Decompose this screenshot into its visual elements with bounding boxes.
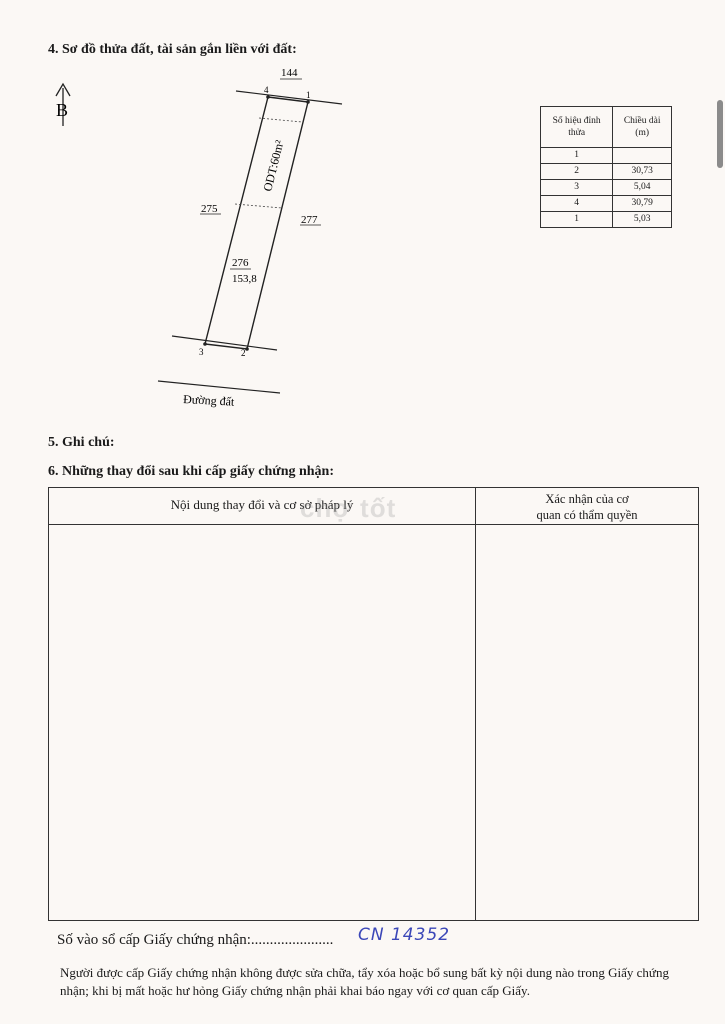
table-row: 4 30,79: [541, 196, 672, 212]
boundary-length-table: [540, 106, 672, 228]
col-confirm-header: Xác nhận của cơ quan có thẩm quyền: [536, 492, 638, 522]
odt-label: ODT:60m²: [260, 138, 287, 193]
parcel-number: 276: [232, 257, 249, 269]
table-row: 1 5,03: [541, 212, 672, 228]
table-row: 2 30,73: [541, 164, 672, 180]
scrollbar[interactable]: [717, 100, 723, 168]
right-parcel-label: 277: [301, 214, 318, 226]
svg-text:3: 3: [199, 347, 204, 357]
col-point-header: Số hiệu đỉnh thửa: [541, 107, 613, 148]
section-4-title: 4. Sơ đồ thửa đất, tài sản gắn liền với đất:: [48, 42, 297, 57]
dotted-line-mid: [235, 204, 282, 208]
changes-table: [48, 487, 699, 921]
road-label: Đường đất: [182, 392, 235, 409]
north-label: B: [56, 100, 69, 120]
registration-label: Số vào sổ cấp Giấy chứng nhận:......................: [57, 932, 334, 948]
north-arrow-icon: [56, 84, 70, 126]
table-row: 1: [541, 148, 672, 164]
table-row: 3 5,04: [541, 180, 672, 196]
top-boundary-line: [236, 91, 342, 104]
left-parcel-label: 275: [201, 203, 218, 215]
dotted-line-top: [259, 118, 302, 122]
svg-text:1: 1: [306, 90, 311, 100]
road-line: [158, 381, 280, 393]
land-plot-diagram: [0, 60, 480, 420]
parcel-area: 153,8: [232, 273, 257, 285]
col-length-header: Chiều dài (m): [613, 107, 672, 148]
footnote: Người được cấp Giấy chứng nhận không được sửa chữa, tẩy xóa hoặc bổ sung bất kỳ nội dung nào trong Giấy chứng nhận; khi bị mất hoặc hư hỏng Giấy chứng nhận phải khai báo ngay với cơ quan cấp Giấy.: [60, 965, 669, 998]
svg-text:4: 4: [264, 85, 269, 95]
top-parcel-label: 144: [281, 67, 298, 79]
registration-number: CN 14352: [358, 925, 451, 945]
section-6-title: 6. Những thay đổi sau khi cấp giấy chứng nhận:: [48, 464, 335, 479]
bottom-boundary-line: [172, 336, 277, 350]
col-content-header: Nội dung thay đổi và cơ sở pháp lý: [170, 497, 354, 512]
parcel-outline: [205, 97, 308, 349]
section-5-title: 5. Ghi chú:: [48, 435, 115, 450]
watermark: chợ tốt: [300, 493, 397, 523]
svg-text:2: 2: [241, 348, 246, 358]
